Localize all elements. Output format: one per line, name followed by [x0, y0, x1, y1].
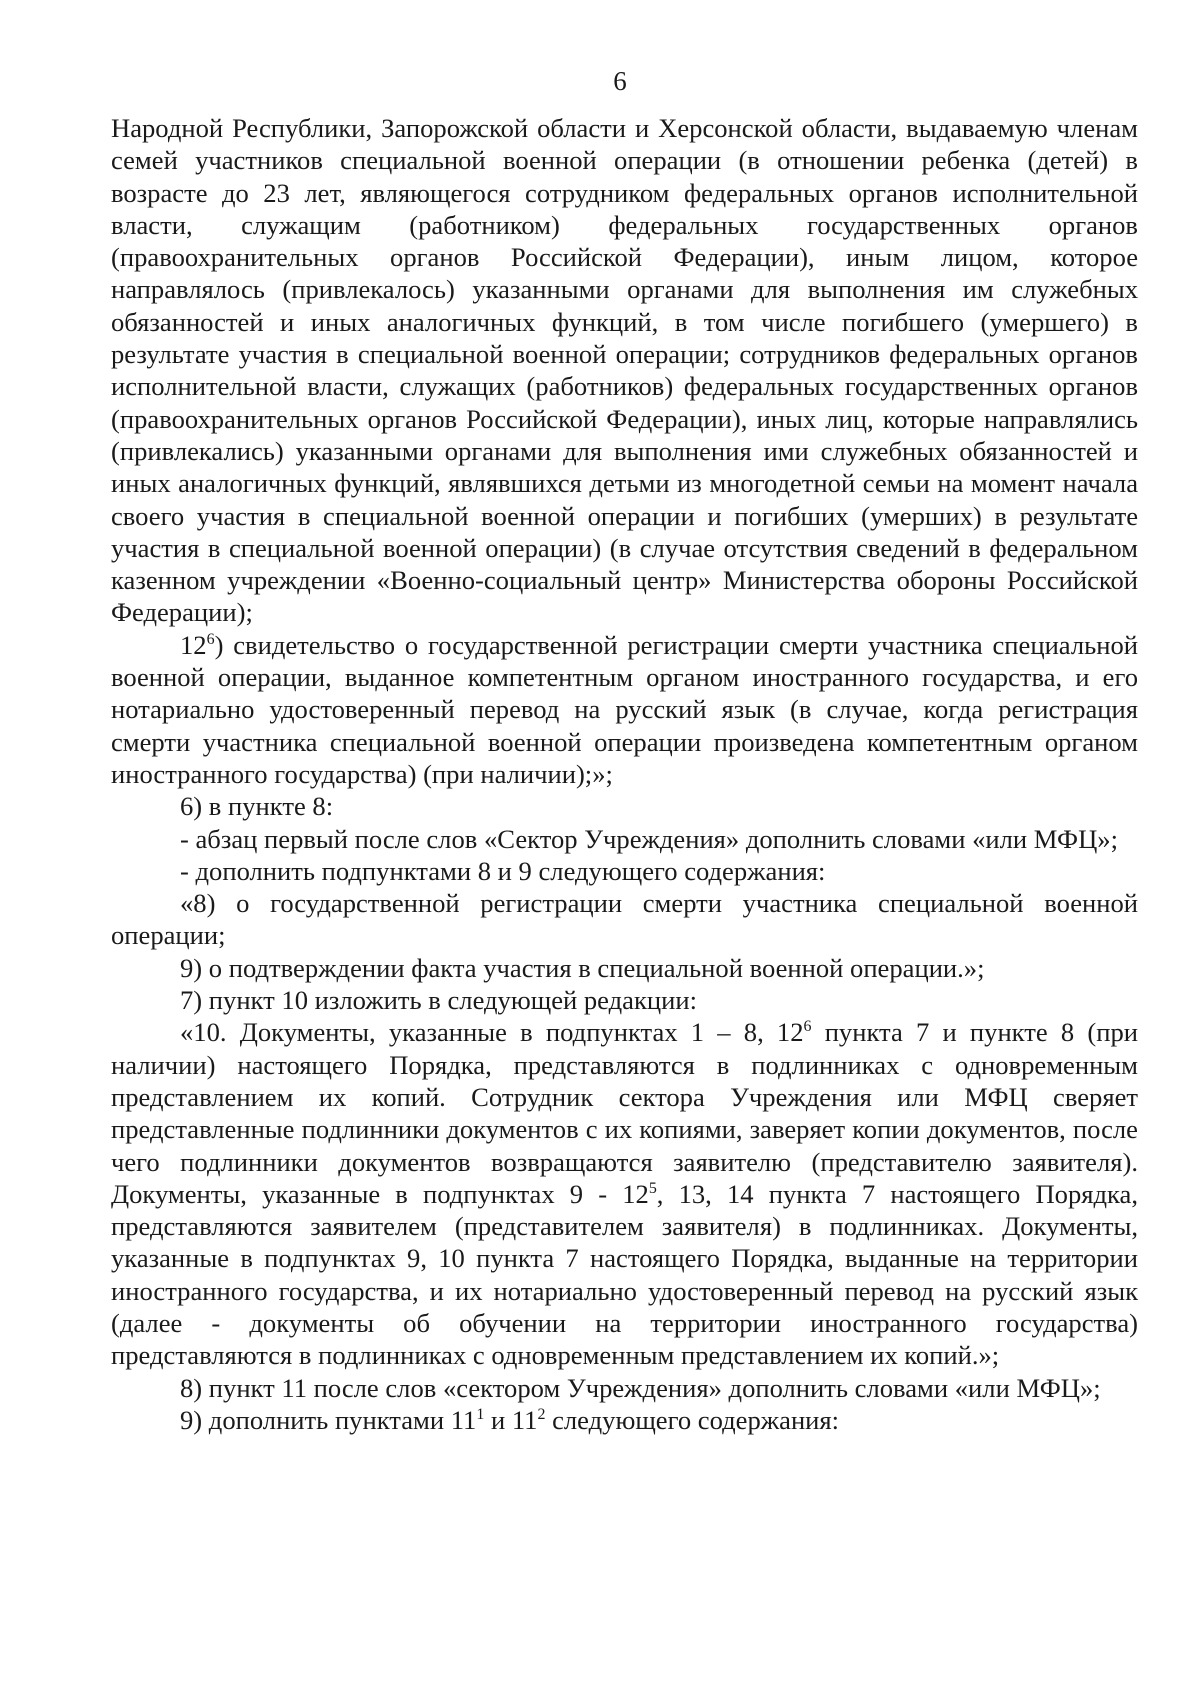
paragraph: «8) о государственной регистрации смерти участника специальной военной операции; — [111, 888, 1138, 951]
paragraph: $12^6$) свидетельство о государственной регистрации смерти участника специальной военной операции, выданное компетентным органом иностранного государства, и его нотариально удостоверенный перевод на русский язык (в случае, когда регистрация смерти участника специальной военной операции произведена компетентным органом иностранного государства) (при наличии);»; — [111, 629, 1138, 789]
paragraph: «10. Документы, указанные в подпунктах 1 – 8, $12^6$ пункта 7 и пункте 8 (при наличии) настоящего Порядка, представляются в подлинниках с одновременным представлением их копий. Сотрудник сектора Учреждения или МФЦ сверяет представленные подлинники документов с их копиями, заверяет копии документов, после чего подлинники документов возвращаются заявителю (представителю заявителя). Документы, указанные в подпунктах $9 - 12^5$, 13, 14 пункта 7 настоящего Порядка, представляются заявителем (представителем заявителя) в подлинниках. Документы, указанные в подпунктах 9, 10 пункта 7 настоящего Порядка, выданные на территории иностранного государства, и их нотариально удостоверенный перевод на русский язык (далее - документы об обучении на территории иностранного государства) представляются в подлинниках с одновременным представлением их копий.»; — [111, 1017, 1138, 1371]
document-body — [111, 112, 1138, 1436]
paragraph: 9) дополнить пунктами $11^1$ и $11^2$ следующего содержания: — [180, 1404, 840, 1435]
paragraph: - абзац первый после слов «Сектор Учреждения» дополнить словами «или МФЦ»; — [180, 823, 1118, 854]
paragraph: 9) о подтверждении факта участия в специальной военной операции.»; — [180, 952, 985, 983]
paragraph: - дополнить подпунктами 8 и 9 следующего содержания: — [180, 855, 826, 886]
paragraph: 7) пункт 10 изложить в следующей редакции: — [180, 985, 697, 1016]
page-number: 6 — [613, 66, 627, 96]
paragraph: 8) пункт 11 после слов «сектором Учреждения» дополнить словами «или МФЦ»; — [180, 1372, 1101, 1403]
paragraph: Народной Республики, Запорожской области и Херсонской области, выдаваемую членам семей участников специальной военной операции (в отношении ребенка (детей) в возрасте до 23 лет, являющегося сотрудником федеральных органов исполнительной власти, служащим (работником) федеральных государственных органов (правоохранительных органов Российской Федерации), иным лицом, которое направлялось (привлекалось) указанными органами для выполнения им служебных обязанностей и иных аналогичных функций, в том числе погибшего (умершего) в результате участия в специальной военной операции; сотрудников федеральных органов исполнительной власти, служащих (работников) федеральных государственных органов (правоохранительных органов Российской Федерации), иных лиц, которые направлялись (привлекались) указанными органами для выполнения ими служебных обязанностей и иных аналогичных функций, являвшихся детьми из многодетной семьи на момент начала своего участия в специальной военной операции и погибших (умерших) в результате участия в специальной военной операции) (в случае отсутствия сведений в федеральном казенном учреждении «Военно-социальный центр» Министерства обороны Российской Федерации); — [111, 113, 1138, 628]
paragraph: 6) в пункте 8: — [180, 791, 334, 822]
